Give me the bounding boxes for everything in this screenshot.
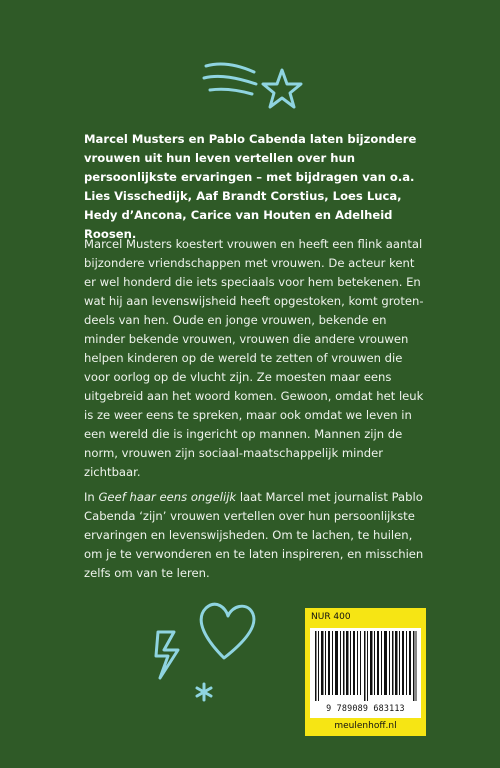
book-title: Geef haar eens ongelijk — [98, 490, 237, 504]
summary-suffix: laat Marcel met journalist Pablo Cabenda ‘zijn’ vrouwen vertellen over hun persoonlijkste ervaringen en levenswijsheden. Om te lachen, te huilen, om je te verwonderen en te laten inspireren, en misschien zelfs om van te leren. — [84, 490, 424, 580]
intro-text: Marcel Musters en Pablo Cabenda laten bijzondere vrouwen uit hun leven vertellen over hun persoonlijkste ervaringen – met bijdragen van o.a. Lies Visschedijk, Aaf Brandt Corstius, Loes Luca, Hedy d’Ancona, Carice van Houten en Adelheid Roosen. — [84, 132, 417, 241]
summary-prefix: In — [84, 490, 99, 504]
shooting-star-icon — [200, 52, 310, 122]
heart-lightning-doodle-icon — [154, 600, 264, 705]
description-paragraph: Marcel Musters koestert vrouwen en heeft een flink aantal bijzondere vriendschappen met vrouwen. De acteur kent er wel honderd die iets speciaals voor hem betekenen. En wat hij aan levenswijsheid heeft opgestoken, komt groten-deels van hen. Oude en jonge vrouwen, bekende en minder bekende vrouwen, vrouwen die andere vrouwen helpen kinderen op de wereld te zetten of vrouwen die voor oorlog op de vlucht zijn. Ze moesten maar eens uitgebreid aan het woord komen. Gewoon, omdat het leuk is ze weer eens te spreken, maar ook omdat we leven in een wereld die is ingericht op mannen. Mannen zijn de norm, vrouwen zijn sociaal-maatschappelijk minder zichtbaar. — [84, 237, 424, 479]
summary-paragraph — [84, 488, 424, 583]
isbn-number: 9 789089 683113 — [326, 703, 405, 713]
publisher-url: meulenhoff.nl — [334, 721, 397, 731]
barcode-icon — [314, 631, 417, 701]
barcode-label — [305, 608, 426, 736]
barcode-area — [310, 628, 421, 718]
nur-code: NUR 400 — [311, 612, 351, 622]
